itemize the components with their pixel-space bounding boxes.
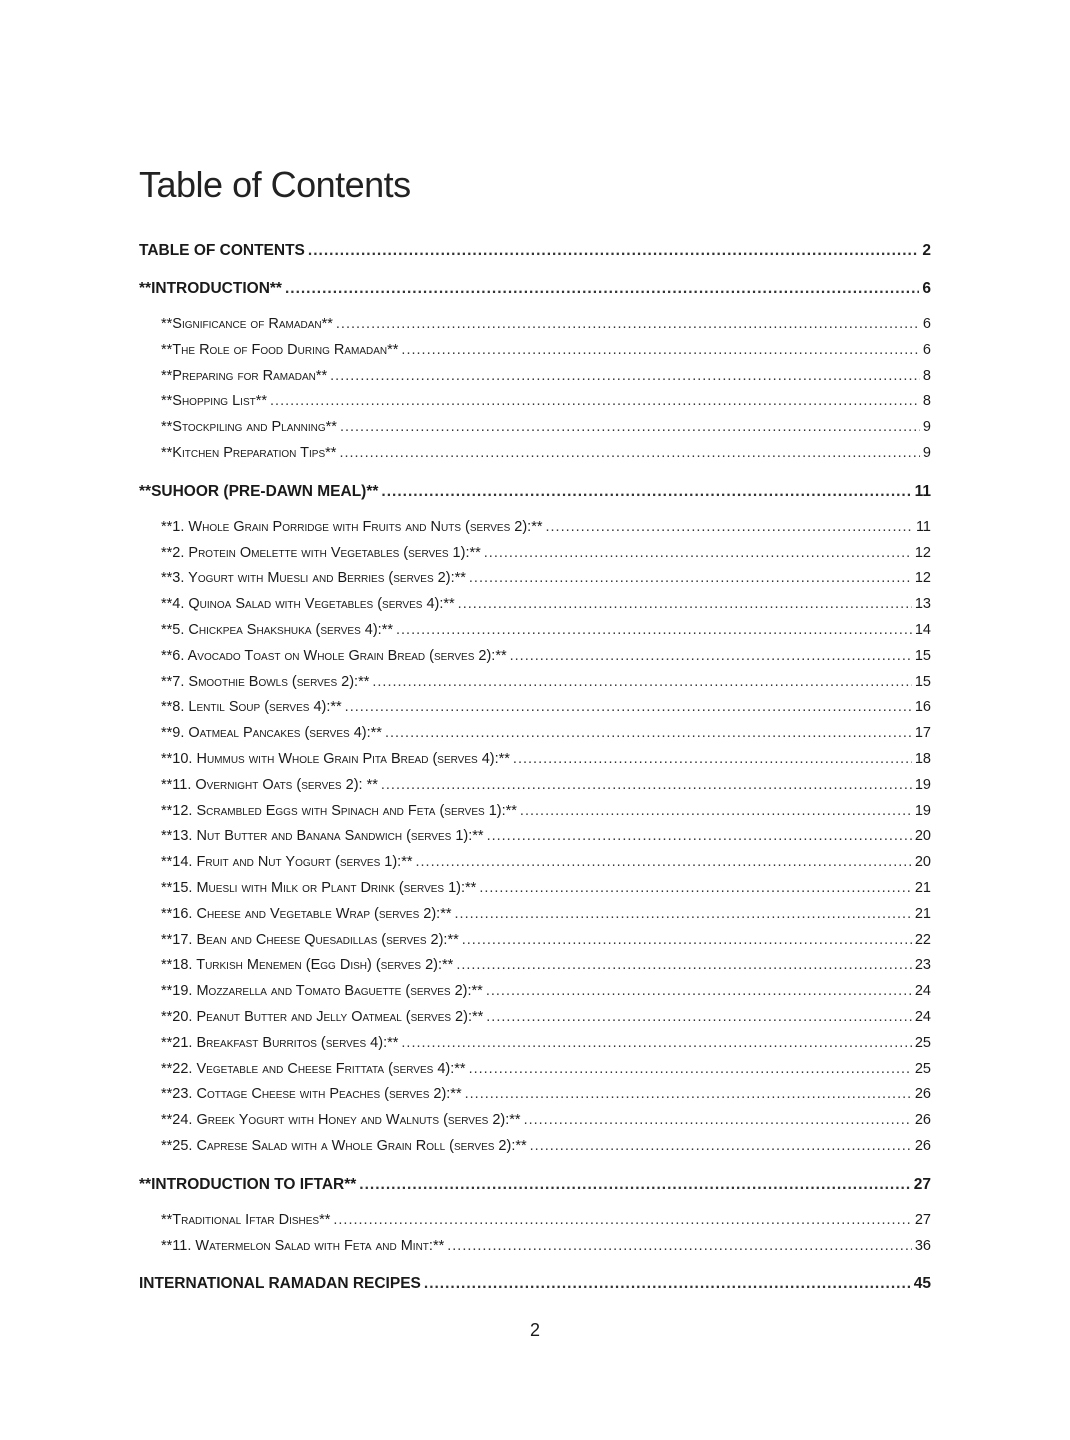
dot-leader [524, 1108, 912, 1134]
toc-entry-page: 19 [914, 776, 931, 793]
toc-subentry[interactable] [139, 441, 931, 467]
toc-entry-label: **22. Vegetable and Cheese Frittata (serves 4):** [161, 1060, 466, 1077]
dot-leader [530, 1134, 912, 1160]
dot-leader [447, 1234, 912, 1260]
toc-entry-page: 22 [914, 931, 931, 948]
dot-leader [510, 644, 912, 670]
toc-subentry[interactable] [139, 415, 931, 441]
toc-subentry[interactable] [139, 979, 931, 1005]
dot-leader [455, 902, 912, 928]
toc-entry-page: 11 [915, 518, 931, 535]
toc-entry-page: 21 [914, 879, 931, 896]
toc-entry-label: **1. Whole Grain Porridge with Fruits and Nuts (serves 2):** [161, 518, 543, 535]
dot-leader [372, 670, 911, 696]
toc-subentry[interactable] [139, 338, 931, 364]
toc-subentry[interactable] [139, 1082, 931, 1108]
dot-leader [462, 928, 912, 954]
dot-leader [285, 276, 919, 302]
toc-entry-label: **7. Smoothie Bowls (serves 2):** [161, 673, 370, 690]
toc-entry-label: **INTRODUCTION** [139, 280, 282, 297]
toc-subentry[interactable] [139, 541, 931, 567]
toc-subentry[interactable] [139, 312, 931, 338]
toc-entry-label: **2. Protein Omelette with Vegetables (serves 1):** [161, 544, 481, 561]
toc-subentry[interactable] [139, 364, 931, 390]
dot-leader [359, 1172, 910, 1198]
toc-entry-label: **Significance of Ramadan** [161, 316, 333, 332]
dot-leader [484, 541, 912, 567]
toc-section-entry[interactable] [139, 479, 931, 505]
toc-subentry[interactable] [139, 747, 931, 773]
toc-entry-page: 26 [914, 1112, 931, 1129]
toc-subentry[interactable] [139, 953, 931, 979]
dot-leader [487, 824, 912, 850]
toc-entry-label: **6. Avocado Toast on Whole Grain Bread (serves 2):** [161, 647, 507, 664]
toc-entry-page: 6 [922, 316, 931, 332]
toc-subentry[interactable] [139, 592, 931, 618]
toc-entry-label: **24. Greek Yogurt with Honey and Walnuts (serves 2):** [161, 1112, 521, 1129]
toc-entry-label: TABLE OF CONTENTS [139, 242, 305, 259]
dot-leader [458, 592, 912, 618]
toc-entry-page: 14 [914, 621, 931, 638]
dot-leader [308, 238, 919, 264]
toc-entry-label: **Shopping List** [161, 393, 268, 410]
toc-entry-label: INTERNATIONAL RAMADAN RECIPES [139, 1275, 421, 1293]
dot-leader [339, 441, 919, 467]
toc-entry-page: 25 [914, 1060, 931, 1077]
toc-entry-page: 6 [922, 280, 931, 297]
toc-entry-page: 11 [914, 482, 931, 500]
dot-leader [456, 953, 912, 979]
toc-entry-page: 20 [914, 854, 931, 871]
toc-entry-page: 26 [914, 1086, 931, 1103]
toc-entry-page: 24 [914, 1008, 931, 1025]
toc-subentry[interactable] [139, 618, 931, 644]
toc-subentry[interactable] [139, 1057, 931, 1083]
toc-entry-label: **11. Overnight Oats (serves 2): ** [161, 776, 378, 793]
toc-entry-label: **4. Quinoa Salad with Vegetables (serves 4):** [161, 596, 455, 613]
toc-subentry[interactable] [139, 928, 931, 954]
dot-leader [401, 338, 920, 364]
page-number: 2 [529, 1320, 540, 1340]
dot-leader [385, 721, 912, 747]
dot-leader [424, 1271, 911, 1297]
dot-leader [479, 876, 912, 902]
toc-section-entry[interactable] [139, 1172, 931, 1198]
toc-entry-page: 26 [914, 1137, 931, 1154]
toc-subentry[interactable] [139, 1234, 931, 1260]
toc-entry-page: 9 [922, 444, 931, 461]
toc-entry-label: **Stockpiling and Planning** [161, 419, 337, 436]
toc-entry-page: 12 [914, 570, 931, 587]
toc-entry-page: 19 [914, 802, 931, 819]
toc-entry-label: **11. Watermelon Salad with Feta and Mint:** [161, 1237, 445, 1254]
toc-entry-page: 15 [914, 647, 931, 664]
toc-entry-page: 18 [914, 750, 931, 767]
dot-leader [486, 979, 912, 1005]
toc-entry-label: **21. Breakfast Burritos (serves 4):** [161, 1034, 399, 1051]
dot-leader [345, 695, 912, 721]
toc-subentry[interactable] [139, 1108, 931, 1134]
toc-entry-page: 45 [913, 1275, 931, 1293]
dot-leader [270, 389, 920, 415]
dot-leader [520, 799, 912, 825]
toc-subentry[interactable] [139, 799, 931, 825]
toc-entry-label: **25. Caprese Salad with a Whole Grain Roll (serves 2):** [161, 1137, 527, 1154]
toc-entry-page: 20 [914, 828, 931, 845]
toc-entry-label: **5. Chickpea Shakshuka (serves 4):** [161, 621, 393, 638]
toc-entry-label: **10. Hummus with Whole Grain Pita Bread (serves 4):** [161, 750, 510, 767]
toc-entry-label: **18. Turkish Menemen (Egg Dish) (serves 2):** [161, 957, 454, 974]
dot-leader [396, 618, 912, 644]
dot-leader [545, 515, 912, 541]
toc-subentry[interactable] [139, 876, 931, 902]
toc-subentry[interactable] [139, 824, 931, 850]
dot-leader [381, 773, 912, 799]
toc-subentry[interactable] [139, 566, 931, 592]
dot-leader [333, 1208, 911, 1234]
toc-entry-label: **16. Cheese and Vegetable Wrap (serves 2):** [161, 905, 452, 922]
dot-leader [465, 1082, 912, 1108]
dot-leader [469, 1057, 912, 1083]
toc-subentry[interactable] [139, 515, 931, 541]
toc-entry-page: 23 [914, 957, 931, 974]
toc-subentry[interactable] [139, 1031, 931, 1057]
toc-entry-label: **Kitchen Preparation Tips** [161, 444, 337, 461]
toc-subentry[interactable] [139, 1134, 931, 1160]
toc-entry-label: **15. Muesli with Milk or Plant Drink (serves 1):** [161, 879, 477, 896]
toc-entry-page: 24 [914, 983, 931, 1000]
toc-subentry[interactable] [139, 389, 931, 415]
toc-entry-page: 2 [922, 242, 931, 259]
toc-entry-page: 16 [914, 699, 931, 716]
toc-entry-label: **19. Mozzarella and Tomato Baguette (serves 2):** [161, 983, 483, 1000]
toc-entry-page: 27 [913, 1175, 931, 1193]
toc-entry-label: **12. Scrambled Eggs with Spinach and Feta (serves 1):** [161, 802, 517, 819]
toc-subentry[interactable] [139, 721, 931, 747]
table-of-contents [139, 238, 931, 1297]
dot-leader [330, 364, 920, 390]
toc-entry-label: **8. Lentil Soup (serves 4):** [161, 699, 342, 716]
toc-subentry[interactable] [139, 902, 931, 928]
dot-leader [381, 479, 911, 505]
toc-entry-page: 8 [922, 367, 931, 384]
toc-entry-page: 8 [922, 393, 931, 410]
dot-leader [340, 415, 920, 441]
toc-entry-label: **Traditional Iftar Dishes** [161, 1211, 331, 1228]
toc-section-entry[interactable] [139, 238, 931, 264]
toc-entry-page: 17 [914, 725, 931, 742]
toc-entry-label: **20. Peanut Butter and Jelly Oatmeal (serves 2):** [161, 1008, 484, 1025]
dot-leader [486, 1005, 912, 1031]
dot-leader [513, 747, 912, 773]
toc-entry-page: 25 [914, 1034, 931, 1051]
dot-leader [401, 1031, 911, 1057]
toc-subentry[interactable] [139, 644, 931, 670]
dot-leader [469, 566, 912, 592]
toc-subentry[interactable] [139, 1208, 931, 1234]
toc-entry-label: **INTRODUCTION TO IFTAR** [139, 1175, 357, 1193]
toc-entry-page: 9 [922, 419, 931, 436]
toc-entry-label: **14. Fruit and Nut Yogurt (serves 1):** [161, 854, 413, 871]
toc-subentry[interactable] [139, 850, 931, 876]
toc-entry-label: **3. Yogurt with Muesli and Berries (serves 2):** [161, 570, 466, 587]
toc-entry-label: **17. Bean and Cheese Quesadillas (serves 2):** [161, 931, 459, 948]
toc-subentry[interactable] [139, 1005, 931, 1031]
toc-entry-label: **13. Nut Butter and Banana Sandwich (serves 1):** [161, 828, 484, 845]
toc-entry-page: 36 [914, 1237, 931, 1254]
toc-section-entry[interactable] [139, 276, 931, 302]
page-title: Table of Contents [139, 164, 411, 206]
toc-entry-label: **SUHOOR (PRE-DAWN MEAL)** [139, 482, 379, 500]
toc-entry-page: 27 [914, 1211, 931, 1228]
toc-entry-label: **The Role of Food During Ramadan** [161, 341, 399, 358]
toc-entry-label: **9. Oatmeal Pancakes (serves 4):** [161, 725, 382, 742]
toc-entry-page: 21 [914, 905, 931, 922]
toc-entry-page: 15 [914, 673, 931, 690]
toc-entry-page: 13 [914, 596, 931, 613]
toc-entry-label: **23. Cottage Cheese with Peaches (serves 2):** [161, 1086, 462, 1103]
toc-subentry[interactable] [139, 773, 931, 799]
toc-subentry[interactable] [139, 670, 931, 696]
toc-section-entry[interactable] [139, 1271, 931, 1297]
toc-entry-label: **Preparing for Ramadan** [161, 367, 328, 384]
toc-subentry[interactable] [139, 695, 931, 721]
dot-leader [415, 850, 911, 876]
toc-entry-page: 12 [914, 544, 931, 561]
toc-entry-page: 6 [922, 341, 931, 358]
dot-leader [336, 312, 920, 338]
